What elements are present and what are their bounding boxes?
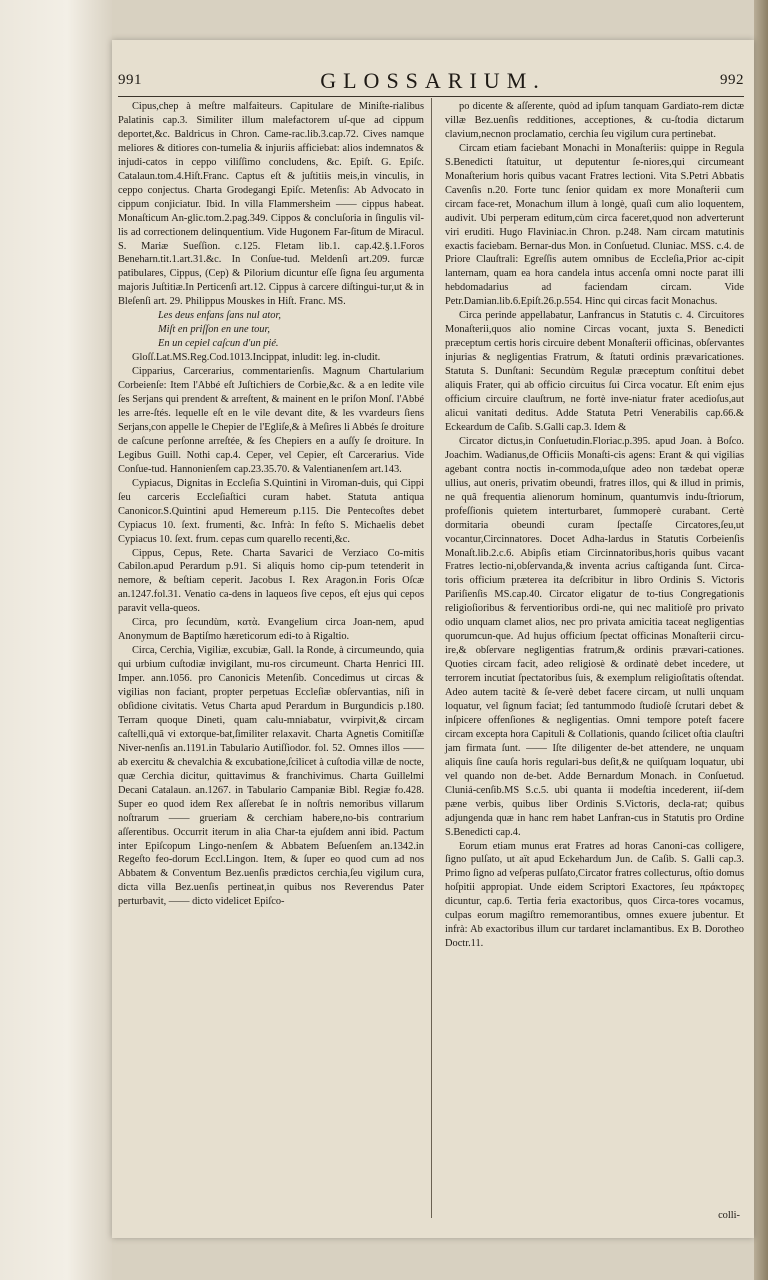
page-number-left: 991 bbox=[118, 72, 142, 88]
column-divider bbox=[431, 98, 432, 1218]
paragraph: Cypiacus, Dignitas in Eccleſia S.Quintini in Viroman-duis, qui Cippi ſeu carceris Eccleſiaſtici curam habet. Statuta antiqua Canonicor.S.Quintini apud Hemereum p.115. Die Pentecoſtes debet Cypiacus 10. ſext. frumenti, &c. Infrà: In feſto S. Michaelis debet Cypiacus 10. ſext. frum. cepas cum quarello recenti,&c. bbox=[118, 477, 424, 545]
verse-line: En un cepiel caſcun d'un pié. bbox=[158, 338, 279, 350]
paragraph: Circator dictus,in Conſuetudin.Floriac.p.395. apud Joan. à Boſco. Joachim. Wadianus,de Officiis Monaſti-cis agens: Erant & qui vigilias agebant contra noctis in-commoda,uſque adeo non tædebat operæ ullius, aut oneris, privatim obeundi, fratres illos, qui & illud in primis, ne quâ frequentia alienorum hominum, quantumvis indu-ſtriorum, profeſſionis quietem interturbaret, ſummoperè curabant. Certè dormitaria obeundi curam ſpectaſſe Circatores,ſeu,ut vocantur,Circinnatores. Docet Adha-lardus in Statutis Corbeienſis Monaſt.lib.2.c.6. Abipſis etiam Circinnatoribus,horis quibus vacant Fratres lectio-ni,obſervanda,& inventa acrius caſtiganda ſunt. Circa-toris officium præterea ita deſcribitur in libro Ordinis S. Victoris Pariſienſis MS.cap.40. Circator eligatur de to-tius Congregationis religioſioribus & ferventioribus ordi-ne, qui nec malitioſè pro privato odio unquam clamet alios, nec pro privata amicitia taceat negligentias quorumcun-que. Ad hujus officium ſpectat officinas Monaſterii circu-ire,& obſervare negligentias fratrum,& ordinis prævari-cationes. Quoties circam facit, adeo religiosè & ordinatè debet incedere, ut terrorem incutiat ſpectatoribus ſuis, & exemplum religioſitatis oſtendat. Adeo autem tacitè & ſe-verè debet facere circam, ut nulli unquam loquatur, vel ſignum faciat; ſed tantummodo ſtudioſè ſcrutari debet & inſpicere offenſiones & negligentias. Omni tempore poteſt facere circam excepta hora Capituli & Collationis, quando ſcilicet oſtia clauſtri jam firmata ſunt. —— Iſte diligenter de-bet attendere, ne unquam aliquis ſine cauſa horis regulari-bus deſit,& ne quiſquam loquatur, ubi vel quando non de-bet. Adde Bernardum Monach. in Conſuetud. Cluniá-cenſib.MS S.c.5. ubi quanta ii modeſtia incederent, iiſ-dem pæne verbis, quibus liber Ordinis S.Victoris, decla-rat; quibus adjungenda quæ in hanc rem habet Lanfran-cus in Statutis pro Ordine S.Benedicti cap.4. bbox=[445, 435, 744, 838]
paragraph: Gloſſ.Lat.MS.Reg.Cod.1013.Incippat, inludit: leg. in-cludit. bbox=[132, 352, 381, 364]
right-column bbox=[445, 100, 744, 951]
paragraph: Cipparius, Carcerarius, commentarienſis. Magnum Chartularium Corbeienſe: Item l'Abbé eſt Juſtichiers de Corbie,&c. & a en ledite vile ſes Serjans qui prendent & arreſtent, & mainent en le priſon Monſ. l'Abbé les arre-ſtés. lequelle eſt en le vile devant dite, & les vvardeurs ſiens Serjans,con appelle le Chepier de l'Egliſe,& à Meſires li Abbés ſe droiture de caſcune perſonne arreſtée, & ſes Chepiers en a auſſy ſe droiture. In Legibus Guill. Nothi cap.4. Ceper, vel Cepier, eſt Carcerarius. Vide Conſue-tud. Hannonienſem cap.23.35.70. & Valentianenſem art.143. bbox=[118, 366, 424, 475]
verse-line: Miſt en priſſon en une tour, bbox=[158, 324, 270, 336]
page-number-right: 992 bbox=[720, 72, 744, 88]
catchword: colli- bbox=[718, 1210, 740, 1221]
paragraph: po dicente & aſſerente, quòd ad ipſum tanquam Gardiato-rem dictæ villæ Bez.uenſis redditiones, acceptiones, & cu-ſtodia dictarum clavium,necnon proclamatio, cerchia ſeu vigilum cura pertinebat. bbox=[445, 101, 744, 140]
paragraph: Circam etiam faciebant Monachi in Monaſteriis: quippe in Regula S.Benedicti ſtatuitur, ut deputentur ſe-niores,qui circumeant Monaſterium horis quibus vacant Fratres lectioni. Vita S.Petri Abbatis Cavenſis n.20. Forte tunc ſenior quidam ex more Monaſterii cum circam face-ret, Monachum illum à longè, quaſi cum alio loquentem, audivit. Ubi perperam editum,cùm circa faceret,quod non adverterunt viri eruditi. Hugo Flaviniac.in Chron. p.248. Nam circam matutinis exactis faciebam. Bernar-dus Mon. in Conſuetud. Cluniac. MSS. c.4. de Priore Clauſtrali: Egreſſis autem omnibus de Eccleſia,Prior ac-cipit lanternam, quam ea hora candela intus accenſa omni nocte parat illi hebdomadarius ad faciendam circam. Vide Petr.Damian.lib.6.Epiſt.26.p.554. Hinc qui circas facit Monachus. bbox=[445, 142, 744, 308]
paragraph: Circa, pro ſecundùm, κατὰ. Evangelium circa Joan-nem, apud Anonymum de Baptiſmo hæreticorum edi-to à Rigaltio. bbox=[118, 617, 424, 643]
book-page bbox=[112, 40, 754, 1238]
left-column bbox=[118, 100, 424, 909]
verse-line: Les deus enfans ſans nul ator, bbox=[158, 310, 281, 322]
paragraph: Circa perinde appellabatur, Lanfrancus in Statutis c. 4. Circuitores Monaſterii,quos alio nomine Circas vocant, juxta S. Benedicti præceptum certis horis circuire debent Monaſterii officinas, obſervantes injurias & negligentias Fratrum, & ſtatuti ordinis prævaricationes. Statuta S. Dunſtani: Secundùm Regulæ præceptum conſtitui debet aliquis Frater, qui ab officio circuitus ſui Circa vocatur. Eſt enim ejus officium circuire clauſtrum, ne fortè inve-niatur frater acedioſus,aut alicui vanitati deditus. Adde Statuta Petri Venerabilis cap.66.& Eckeardum de Caſib. S.Galli cap.3. Idem & bbox=[445, 310, 744, 433]
header-rule bbox=[118, 96, 744, 97]
paragraph: Eorum etiam munus erat Fratres ad horas Canoni-cas colligere, ſigno pulſato, ut aït apud Eckehardum Jun. de Caſib. S. Galli cap.3. Primo ſigno ad veſperas pulſato,Circator fratres collecturus, oſtio domus hoſpitii appropiat. Unde eidem Scriptori Exactores, ſeu πράκτορες dicuntur, cap.6. Tertia feria exactoribus, quos Circa-tores vocamus, culpas eorum magiſtro rememorantibus, omnes exuere jubentur. Et infrà: Ab exactoribus illum cur tardaret inclamantibus. Ex B. Dorotheo Doctr.11. bbox=[445, 840, 744, 950]
book-left-margin bbox=[0, 0, 112, 1280]
book-spine-edge bbox=[754, 0, 768, 1280]
paragraph: Cippus, Cepus, Rete. Charta Savarici de Verziaco Co-mitis Cabilon.apud Perardum p.91. Si aliquis homo cip-pum tetenderit in nemore, & beſtiam ceperit. Jacobus I. Rex Aragon.in Foris Oſcæ an.1247.fol.31. Venatio ca-dens in laqueos ſive cepos, eſt ejus qui cepos paravit vella-queos. bbox=[118, 547, 424, 615]
paragraph: Cipus,chep à meſtre malfaiteurs. Capitulare de Miniſte-rialibus Palatinis cap.3. Similiter illum malefactorem uſ-que ad cippum deportet,&c. Baldricus in Chron. Came-rac.lib.3.cap.72. Cives namque meliores & ditiores con-tumelia & injuriis afficiebat: alios indemnatos & injudi-catos in ceppo viliſſimo concludens, &c. Epiſt. G. Epiſc. Catalaun.tom.4.Hiſt.Franc. Captus eſt & juſtitiis meis,in vinculis, in ceppo conjectus. Charta Grodegangi Epiſc. Metenſis: Ab Advocato in cippum conjiciatur. Ibid. In villa Flammersheim —— cippus habeat. Monaſticum An-glic.tom.2.pag.349. Cippos & concluſoria in ſingulis vil-lis ad correctionem delinquentium. Vide Hugonem Far-ſitum de Miracul. S. Mariæ Sueſſion. c.125. Fletam lib.1. cap.42.§.1.Foros Beneharn.tit.1.art.31.&c. In Conſue-tud. Meldenſi art.209. furcæ patibulares, Cippus, (Cep) & Pilorium dicuntur eſſe ſigna ſeu argumenta majoris Juſtitiæ.In Perticenſi art.12. Cippus à carcere diſtingui-tur,ut & in Bleſenſi art. 29. Philippus Mouskes in Hiſt. Franc. MS. bbox=[118, 101, 424, 308]
page-title: GLOSSARIUM. bbox=[320, 68, 546, 93]
paragraph: Circa, Cerchia, Vigiliæ, excubiæ, Gall. la Ronde, à circumeundo, quia qui urbium cuſtodiæ invigilant, mu-ros circumeunt. Charta Henrici III. Imper. ann.1056. pro Canonicis Metenſib. Concedimus ut circas & vigilias non faciant, propter perpetuas Eccleſiæ obſervantias, niſi in obſidione civitatis. Vetus Charta apud Perardum in Burgundicis p.180. Terram quoque Dineti, quam calu-mniabatur, vvirpivit,& circam caſtelli,quã vi extorque-bat,ſimiliter relaxavit. Charta Agnetis Comitiſſæ Niver-nenſis an.1191.in Tabulario Autiſſiodor. fol. 52. Omnes illos —— ab exercitu & chevalchia & excubatione,ſcilicet à cuſtodia villæ de nocte, quæ Cerchia dicitur, quittavimus & franchivimus. Charta Guillelmi Decani Catalaun. an.1267. in Tabulario Campaniæ Bibl. Regiæ fo.428. Super eo quod idem Rex aſſerebat ſe in noſtris nemoribus villarum noſtrarum —— grueriam & cerchiam habere,no-bis contrarium aſſerentibus. Occurrit iterum in alia Char-ta ejuſdem anni ibid. Pactum inter Epiſcopum Lingo-nenſem & Abbatem Beſuenſem an.1342.in Regeſto feo-dorum Eccl.Lingon. Item, & ſuper eo quod cum ad nos Abbatem & Conventum Bez.uenſis prædictos cerchia,ſeu vigilum cura, dicta villa Bez.uenſis pertineat,in quibus nos Reverendus Pater perturbavit, —— dicto videlicet Epiſco- bbox=[118, 645, 424, 908]
